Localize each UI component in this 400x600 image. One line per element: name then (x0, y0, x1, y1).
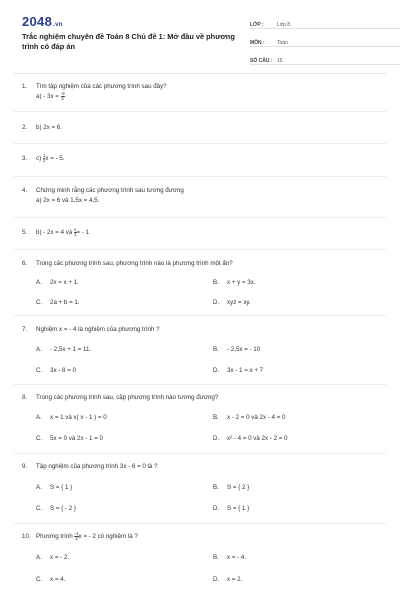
question-text: Chứng minh rằng các phương trình sau tương đương (36, 187, 184, 194)
question-text: Phương trình (36, 533, 75, 541)
option-text: 3x - 1 = x + 7 (227, 367, 264, 374)
divider (14, 453, 386, 454)
option-a[interactable] (36, 278, 79, 287)
question-subtext: a) - 3x = (36, 93, 61, 101)
question-1-sub (36, 92, 65, 101)
option-letter: C. (36, 299, 43, 306)
option-b[interactable] (213, 345, 260, 354)
meta-value: Toán (277, 40, 288, 46)
option-letter: B. (213, 414, 219, 421)
fraction: $\frac{-1}{2}$ (74, 531, 79, 541)
meta-value: 15 (277, 58, 283, 64)
question-number: 4. (22, 187, 28, 194)
option-c[interactable] (36, 298, 80, 307)
option-text: x = - 2. (50, 554, 70, 561)
meta-value: Lớp 8 (277, 22, 291, 28)
meta-box (250, 14, 400, 68)
option-text: 5x = 0 và 2x - 1 = 0 (50, 435, 103, 442)
option-text: xyz = xy. (227, 299, 251, 306)
logo[interactable] (22, 14, 63, 29)
option-text: 2x = x + 1. (50, 279, 79, 286)
option-d[interactable] (213, 504, 249, 513)
question-number: 6. (22, 260, 28, 267)
question-number: 7. (22, 326, 28, 333)
option-d[interactable] (213, 575, 242, 584)
question-number: 2. (22, 124, 28, 131)
question-text: Trong các phương trình sau, phương trình nào là phương trình một ẩn? (36, 260, 233, 267)
option-text: - 2,5x + 1 = 11. (50, 346, 92, 353)
option-letter: C. (36, 576, 43, 583)
option-letter: D. (213, 576, 220, 583)
divider (14, 111, 386, 112)
option-letter: D. (213, 435, 220, 442)
divider (14, 143, 386, 144)
option-letter: C. (36, 505, 43, 512)
question-10 (22, 532, 138, 541)
option-letter: C. (36, 367, 43, 374)
meta-label: SỐ CÂU : (250, 58, 273, 64)
option-text: S = { 1 } (50, 484, 73, 491)
question-7 (22, 325, 160, 334)
option-text: S = { 1 } (227, 505, 250, 512)
meta-label: MÔN : (250, 40, 265, 46)
option-letter: B. (213, 484, 219, 491)
question-text-after: x = - 5. (45, 155, 65, 163)
page-title: Trắc nghiệm chuyên đề Toán 8 Chủ đề 1: Mở đầu về phương trình có đáp án (22, 32, 235, 51)
option-d[interactable] (213, 298, 251, 307)
option-a[interactable] (36, 483, 72, 492)
option-text: S = { - 2 } (50, 505, 76, 512)
question-4 (22, 186, 184, 195)
meta-row-class (250, 14, 400, 29)
option-c[interactable] (36, 434, 103, 443)
option-text: - 2,5x = - 10 (227, 346, 261, 353)
fraction: $\frac{1}{2}$ (42, 153, 46, 163)
fraction: $\frac{-3}{2}$ (60, 91, 65, 101)
option-letter: B. (213, 554, 219, 561)
question-number: 3. (22, 155, 28, 163)
option-letter: D. (213, 505, 220, 512)
question-number: 8. (22, 394, 28, 401)
option-a[interactable] (36, 345, 91, 354)
divider (14, 217, 386, 218)
option-c[interactable] (36, 504, 76, 513)
question-text: b) - 2x = 4 và (36, 229, 75, 237)
question-text: b) 2x = 6. (36, 124, 62, 131)
logo-suffix: .vn (53, 22, 63, 28)
question-text: Trong các phương trình sau, cặp phương trình nào tương đương? (36, 394, 219, 401)
question-text: Tập nghiệm của phương trình 3x - 6 = 0 là ? (36, 463, 158, 470)
question-4-sub (36, 196, 99, 205)
question-subtext: a) 2x = 6 và 1,5x = 4,5. (36, 197, 100, 204)
option-letter: B. (213, 346, 219, 353)
option-a[interactable] (36, 553, 69, 562)
question-number: 1. (22, 83, 28, 90)
meta-row-count (250, 50, 400, 65)
option-c[interactable] (36, 575, 65, 584)
meta-label: LỚP : (250, 22, 264, 28)
question-number: 9. (22, 463, 28, 470)
option-letter: A. (36, 346, 42, 353)
question-8 (22, 393, 218, 402)
option-letter: A. (36, 279, 42, 286)
logo-text: 2048 (22, 14, 53, 29)
option-letter: D. (213, 299, 220, 306)
option-text: x² - 4 = 0 và 2x - 2 = 0 (227, 435, 288, 442)
question-9 (22, 462, 158, 471)
option-letter: A. (36, 414, 42, 421)
option-text: 2a + b = 1. (50, 299, 80, 306)
option-text: x - 2 = 0 và 2x - 4 = 0 (227, 414, 286, 421)
question-text-after: x = - 2 có nghiệm là ? (78, 533, 138, 541)
divider (14, 315, 386, 316)
question-text: Tìm tập nghiệm của các phương trình sau đây? (36, 83, 167, 90)
option-text: x = 1 và x( x - 1 ) = 0 (50, 414, 107, 421)
option-b[interactable] (213, 553, 246, 562)
question-text: Nghiệm x = - 4 là nghiệm của phương trình ? (36, 326, 160, 333)
option-text: S = { 2 } (227, 484, 250, 491)
question-number: 5. (22, 229, 28, 237)
header-divider (14, 73, 386, 74)
option-b[interactable] (213, 278, 256, 287)
divider (14, 523, 386, 524)
question-3 (22, 154, 64, 163)
option-text: x = 2. (227, 576, 243, 583)
question-6 (22, 259, 233, 268)
option-text: x = - 4. (227, 554, 247, 561)
question-1 (22, 82, 167, 91)
option-text: x = 4. (50, 576, 66, 583)
divider (14, 176, 386, 177)
question-5 (22, 228, 89, 237)
meta-row-subject (250, 32, 400, 47)
option-letter: A. (36, 484, 42, 491)
question-2 (22, 123, 62, 132)
option-letter: B. (213, 279, 219, 286)
divider (14, 384, 386, 385)
option-letter: D. (213, 367, 220, 374)
question-number: 10. (22, 533, 31, 541)
option-b[interactable] (213, 413, 285, 422)
option-letter: A. (36, 554, 42, 561)
option-d[interactable] (213, 366, 263, 375)
question-text: c) (36, 155, 43, 163)
option-b[interactable] (213, 483, 249, 492)
option-letter: C. (36, 435, 43, 442)
question-text-after: = - 1 (76, 229, 90, 237)
divider (14, 249, 386, 250)
option-text: x + y = 3x. (227, 279, 256, 286)
header (22, 14, 382, 66)
option-c[interactable] (36, 366, 76, 375)
fraction: $\frac{x}{2}$ (74, 227, 77, 237)
option-a[interactable] (36, 413, 107, 422)
option-d[interactable] (213, 434, 288, 443)
option-text: 3x - 8 = 0 (50, 367, 76, 374)
